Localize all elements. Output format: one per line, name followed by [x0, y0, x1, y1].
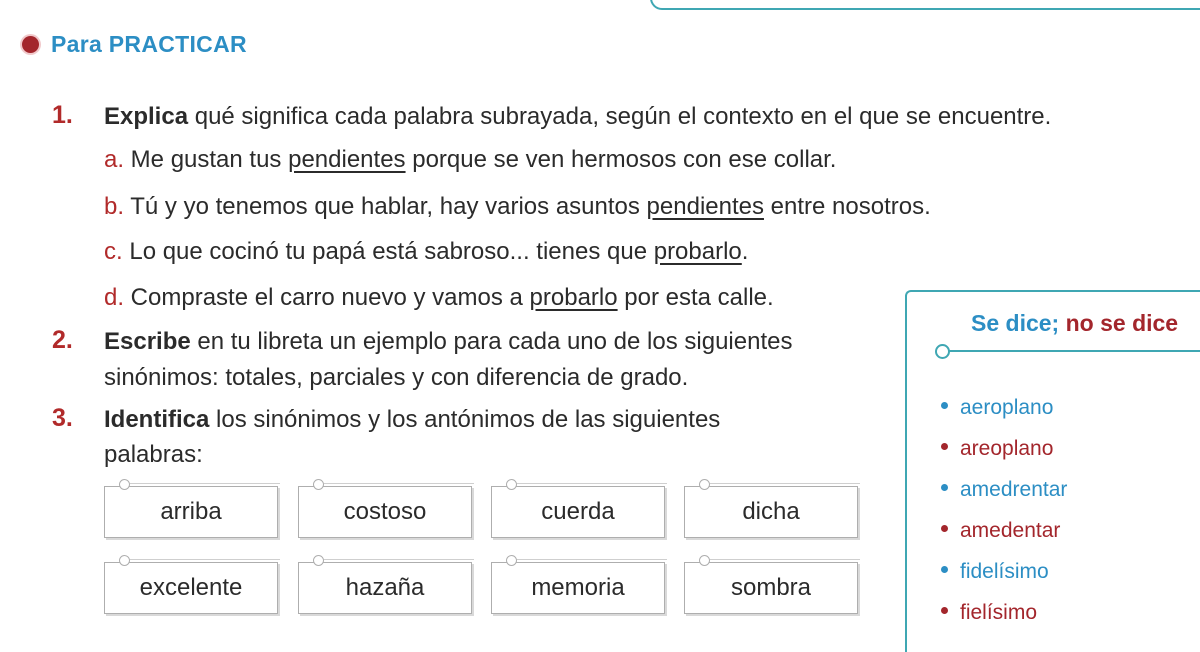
exercise-3-lead: Identifica [104, 406, 210, 433]
bullet-icon [941, 484, 948, 491]
panel-title-correct: Se dice; [971, 310, 1060, 336]
exercise-1-number: 1. [52, 101, 73, 129]
item-letter: c. [104, 238, 123, 265]
box-tab-icon [699, 479, 710, 490]
item-text-after: entre nosotros. [763, 193, 931, 220]
term-correct [941, 478, 1067, 502]
word-box-label: memoria [531, 574, 625, 601]
term-text: aeroplano [960, 396, 1054, 419]
word-box-label: sombra [730, 574, 812, 601]
item-letter: a. [104, 146, 125, 173]
word-box [298, 562, 472, 614]
word-box [104, 562, 278, 614]
item-text-before: Me gustan tus [124, 146, 289, 173]
item-letter: d. [104, 284, 125, 311]
box-tab-icon [313, 555, 324, 566]
panel-title-incorrect: no se dice [1059, 310, 1179, 336]
exercise-2-number: 2. [52, 326, 73, 354]
exercise-1-item-b [104, 193, 931, 221]
word-box [684, 486, 858, 538]
underlined-word: probarlo [529, 284, 618, 311]
bullet-icon [941, 402, 948, 409]
item-text-before: Tú y yo tenemos que hablar, hay varios asuntos [124, 193, 647, 220]
underlined-word: pendientes [288, 146, 406, 173]
box-tab-icon [506, 555, 517, 566]
word-box [491, 562, 665, 614]
exercise-1-item-a [104, 146, 836, 174]
exercise-2-text: en tu libreta un ejemplo para cada uno de los siguientes [190, 328, 793, 355]
box-tab-icon [313, 479, 324, 490]
box-tab-icon [506, 479, 517, 490]
word-box-label: costoso [343, 498, 427, 525]
underlined-word: pendientes [646, 193, 764, 220]
item-text-after: porque se ven hermosos con ese collar. [405, 146, 837, 173]
exercise-1-item-d [104, 284, 774, 312]
word-box-label: excelente [139, 574, 243, 601]
box-tab-icon [699, 555, 710, 566]
panel-title [971, 310, 1178, 337]
exercise-3-line-1 [104, 406, 720, 434]
section-bullet-icon [22, 36, 39, 53]
se-dice-panel [905, 290, 1200, 652]
item-text-after: . [741, 238, 749, 265]
panel-knob-icon [935, 344, 950, 359]
item-text-before: Lo que cocinó tu papá está sabroso... tienes que [122, 238, 654, 265]
exercise-3-line-2: palabras: [104, 441, 203, 468]
word-box [104, 486, 278, 538]
word-box [298, 486, 472, 538]
word-box-label: hazaña [345, 574, 425, 601]
exercise-3-text: los sinónimos y los antónimos de las siguientes [209, 406, 721, 433]
term-text: amedentar [960, 519, 1061, 542]
term-text: fidelísimo [960, 560, 1049, 583]
section-title: Para PRACTICAR [51, 30, 247, 57]
exercise-3-number: 3. [52, 404, 73, 432]
exercise-2-line-2: sinónimos: totales, parciales y con diferencia de grado. [104, 364, 689, 391]
word-box-label: dicha [742, 498, 800, 525]
word-box [684, 562, 858, 614]
word-box-label: arriba [160, 498, 222, 525]
exercise-1-text: qué significa cada palabra subrayada, según el contexto en el que se encuentre. [188, 103, 1052, 130]
bullet-icon [941, 525, 948, 532]
exercise-2-lead: Escribe [104, 328, 191, 355]
term-text: fielísimo [960, 601, 1038, 624]
exercise-1-item-c [104, 238, 748, 266]
underlined-word: probarlo [653, 238, 742, 265]
exercise-2-line-1 [104, 328, 792, 356]
bullet-icon [941, 607, 948, 614]
bullet-icon [941, 443, 948, 450]
term-incorrect [941, 601, 1037, 625]
item-text-after: por esta calle. [617, 284, 774, 311]
panel-divider [941, 350, 1200, 352]
section-header [22, 28, 247, 60]
term-correct [941, 560, 1049, 584]
top-decorative-rule [650, 0, 1200, 10]
bullet-icon [941, 566, 948, 573]
word-box [491, 486, 665, 538]
term-text: amedrentar [960, 478, 1068, 501]
exercise-1-instruction [104, 103, 1051, 131]
term-incorrect [941, 519, 1060, 543]
box-tab-icon [119, 479, 130, 490]
term-incorrect [941, 437, 1053, 461]
box-tab-icon [119, 555, 130, 566]
exercise-1-lead: Explica [104, 103, 189, 130]
term-correct [941, 396, 1053, 420]
word-box-label: cuerda [541, 498, 615, 525]
item-text-before: Compraste el carro nuevo y vamos a [124, 284, 530, 311]
item-letter: b. [104, 193, 125, 220]
term-text: areoplano [960, 437, 1054, 460]
